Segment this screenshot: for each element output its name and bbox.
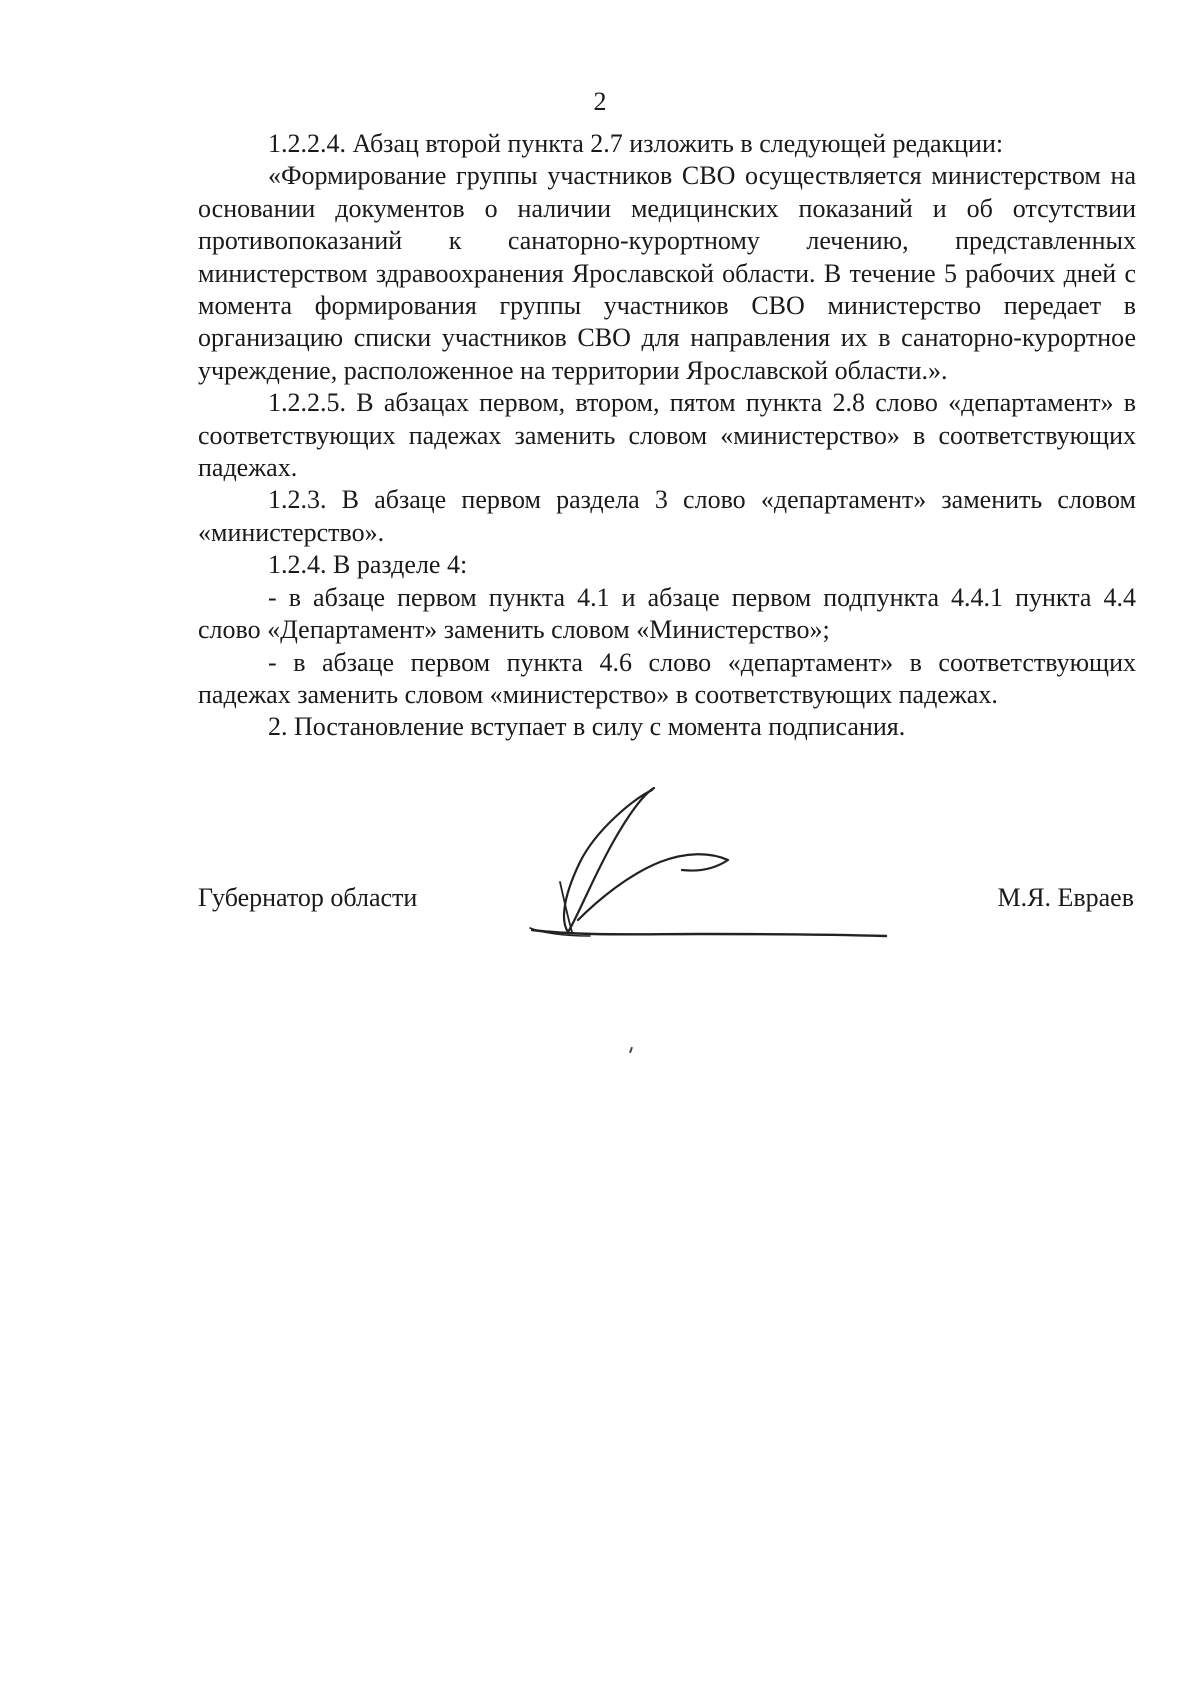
paragraph-quoted-amendment: «Формирование группы участников СВО осуществляется министерством на основании документов о наличии медицинских показаний и об отсутствии противопоказаний к санаторно-курортному лечению, представленных министерством здравоохранения Ярославской области. В течение 5 рабочих дней с момента формирования группы участников СВО министерство передает в организацию списки участников СВО для направления их в санаторно-курортное учреждение, расположенное на территории Ярославской области.». [198,161,1136,385]
page-number: 2 [593,87,607,116]
signature-stem-stroke [560,882,572,932]
handwritten-signature [520,770,920,950]
paragraph-1-2-2-5: 1.2.2.5. В абзацах первом, втором, пятом пункта 2.8 слово «департамент» в соответствующих падежах заменить словом «министерство» в соответствующих падежах. [198,388,1136,483]
document-body [198,128,1136,744]
signature-underline-stroke [532,930,886,936]
paragraph-effective-date: 2. Постановление вступает в силу с момента подписания. [268,712,906,742]
paragraph-1-2-4: 1.2.4. В разделе 4: [268,550,468,580]
signer-name: М.Я. Евраев [997,883,1134,912]
paragraph-1-2-2-4: 1.2.2.4. Абзац второй пункта 2.7 изложить в следующей редакции: [268,129,1004,158]
paragraph-1-2-3: 1.2.3. В абзаце первом раздела 3 слово «департамент» заменить словом «министерство». [198,485,1136,547]
list-item-section-4-1: - в абзаце первом пункта 4.1 и абзаце первом подпункта 4.4.1 пункта 4.4 слово «Департамент» заменить словом «Министерство»; [198,582,1136,645]
scan-speck [629,1047,633,1053]
signature-loop-stroke [564,788,654,932]
list-item-section-4-6: - в абзаце первом пункта 4.6 слово «департамент» в соответствующих падежах заменить словом «министерство» в соответствующих падежах. [198,647,1136,709]
signer-position: Губернатор области [198,883,418,912]
